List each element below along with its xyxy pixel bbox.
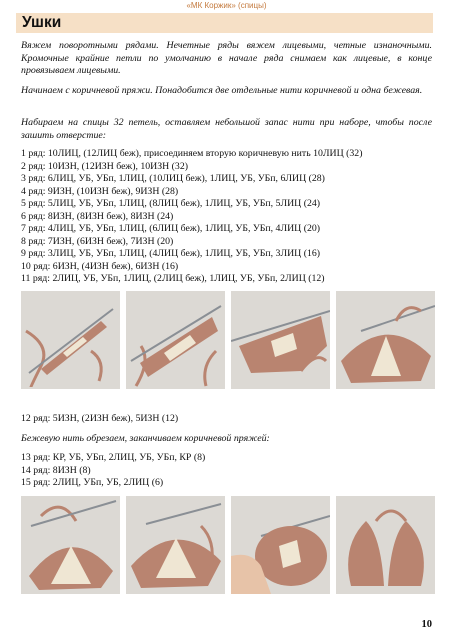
row-12-instruction: 12 ряд: 5ИЗН, (2ИЗН беж), 5ИЗН (12) bbox=[21, 413, 179, 424]
header-title: «МК Коржик» (спицы) bbox=[186, 1, 267, 10]
paragraph-yarn: Начинаем с коричневой пряжи. Понадобится две отдельные нити коричневой и одна бежевая. bbox=[21, 85, 423, 96]
row-instruction: 14 ряд: 8ИЗН (8) bbox=[21, 464, 91, 476]
row-instruction: 11 ряд: 2ЛИЦ, УБ, УБп, 1ЛИЦ, (2ЛИЦ беж), 1ЛИЦ, УБ, УБп, 2ЛИЦ (12) bbox=[21, 273, 325, 284]
row-instruction: 13 ряд: КР, УБ, УБп, 2ЛИЦ, УБ, УБп, КР (8) bbox=[21, 452, 206, 463]
row-list-first bbox=[21, 148, 436, 286]
photo-knitting-step-4 bbox=[336, 291, 435, 389]
row-instruction: 3 ряд: 6ЛИЦ, УБ, УБп, 1ЛИЦ, (10ЛИЦ беж), 1ЛИЦ, УБ, УБп, 6ЛИЦ (28) bbox=[21, 173, 325, 184]
row-instruction: 2 ряд: 10ИЗН, (12ИЗН беж), 10ИЗН (32) bbox=[21, 160, 188, 172]
photo-knitting-step-1 bbox=[21, 291, 120, 389]
row-list-second bbox=[21, 452, 436, 490]
photo-knitting-step-2 bbox=[126, 291, 225, 389]
row-instruction: 10 ряд: 6ИЗН, (4ИЗН беж), 6ИЗН (16) bbox=[21, 260, 179, 272]
row-instruction: 7 ряд: 4ЛИЦ, УБ, УБп, 1ЛИЦ, (6ЛИЦ беж), 1ЛИЦ, УБ, УБп, 4ЛИЦ (20) bbox=[21, 223, 321, 234]
paragraph-cut-beige: Бежевую нить обрезаем, заканчиваем коричневой пряжей: bbox=[21, 433, 270, 444]
photo-knitting-step-8 bbox=[336, 496, 435, 594]
row-instruction: 15 ряд: 2ЛИЦ, УБп, УБ, 2ЛИЦ (6) bbox=[21, 477, 164, 488]
photo-knitting-step-7 bbox=[231, 496, 330, 594]
row-instruction: 4 ряд: 9ИЗН, (10ИЗН беж), 9ИЗН (28) bbox=[21, 185, 179, 197]
row-instruction: 6 ряд: 8ИЗН, (8ИЗН беж), 8ИЗН (24) bbox=[21, 210, 174, 222]
paragraph-cast-on: Набираем на спицы 32 петель, оставляем небольшой запас нити при наборе, чтобы после зашить отверстие: bbox=[21, 117, 432, 141]
row-instruction: 8 ряд: 7ИЗН, (6ИЗН беж), 7ИЗН (20) bbox=[21, 235, 174, 247]
photo-knitting-step-6 bbox=[126, 496, 225, 594]
paragraph-intro: Вяжем поворотными рядами. Нечетные ряды вяжем лицевыми, четные изнаночными. Кромочные крайние петли по умолчанию в начале ряда снимаем как лицевые, в конце провязываем лицевыми. bbox=[21, 40, 432, 77]
section-title-bar bbox=[16, 13, 433, 33]
section-title: Ушки bbox=[22, 14, 62, 31]
page-number: 10 bbox=[421, 619, 432, 630]
row-instruction: 5 ряд: 5ЛИЦ, УБ, УБп, 1ЛИЦ, (8ЛИЦ беж), 1ЛИЦ, УБ, УБп, 5ЛИЦ (24) bbox=[21, 198, 321, 209]
row-instruction: 9 ряд: 3ЛИЦ, УБ, УБп, 1ЛИЦ, (4ЛИЦ беж), 1ЛИЦ, УБ, УБп, 3ЛИЦ (16) bbox=[21, 248, 321, 259]
photo-knitting-step-5 bbox=[21, 496, 120, 594]
row-instruction: 1 ряд: 10ЛИЦ, (12ЛИЦ беж), присоединяем вторую коричневую нить 10ЛИЦ (32) bbox=[21, 148, 363, 159]
photo-knitting-step-3 bbox=[231, 291, 330, 389]
